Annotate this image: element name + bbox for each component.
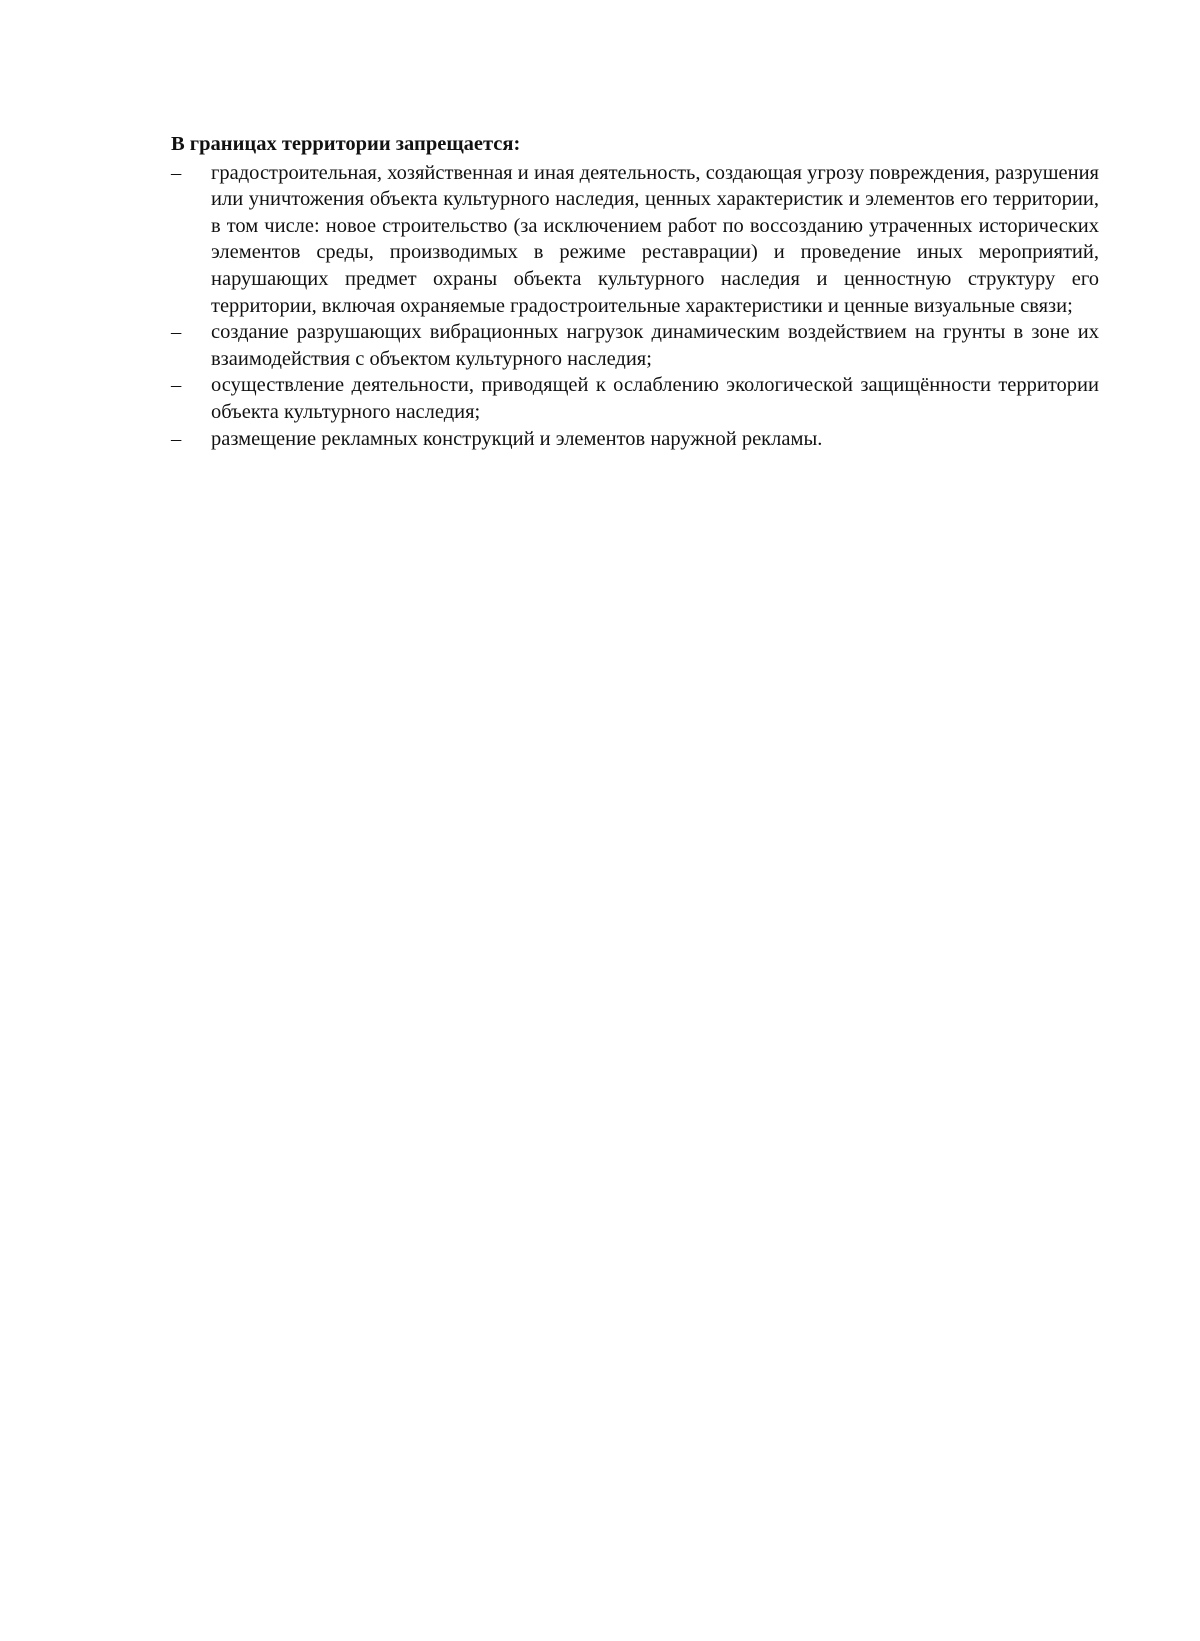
list-item	[171, 426, 1099, 453]
list-item-text: градостроительная, хозяйственная и иная деятельность, создающая угрозу повреждения, разрушения или уничтожения объекта культурного наследия, ценных характеристик и элементов его территории, в том числе: новое строительство (за исключением работ по воссозданию утраченных исторических элементов среды, производимых в режиме реставрации) и проведение иных мероприятий, нарушающих предмет охраны объекта культурного наследия и ценностную структуру его территории, включая охраняемые градостроительные характеристики и ценные визуальные связи;	[211, 161, 1099, 317]
document-body	[171, 131, 1099, 452]
list-item-text: осуществление деятельности, приводящей к ослаблению экологической защищённости территории объекта культурного наследия;	[211, 374, 1099, 423]
prohibitions-list	[171, 160, 1099, 453]
list-item-text: создание разрушающих вибрационных нагрузок динамическим воздействием на грунты в зоне их взаимодействия с объектом культурного наследия;	[211, 321, 1099, 370]
list-dash: –	[171, 161, 182, 184]
section-heading: В границах территории запрещается:	[171, 133, 521, 155]
list-dash: –	[171, 321, 182, 344]
list-dash: –	[171, 374, 182, 397]
list-dash: –	[171, 427, 182, 450]
list-item	[171, 160, 1099, 320]
list-item	[171, 372, 1099, 425]
list-item-text: размещение рекламных конструкций и элементов наружной рекламы.	[211, 427, 823, 450]
list-item	[171, 319, 1099, 372]
